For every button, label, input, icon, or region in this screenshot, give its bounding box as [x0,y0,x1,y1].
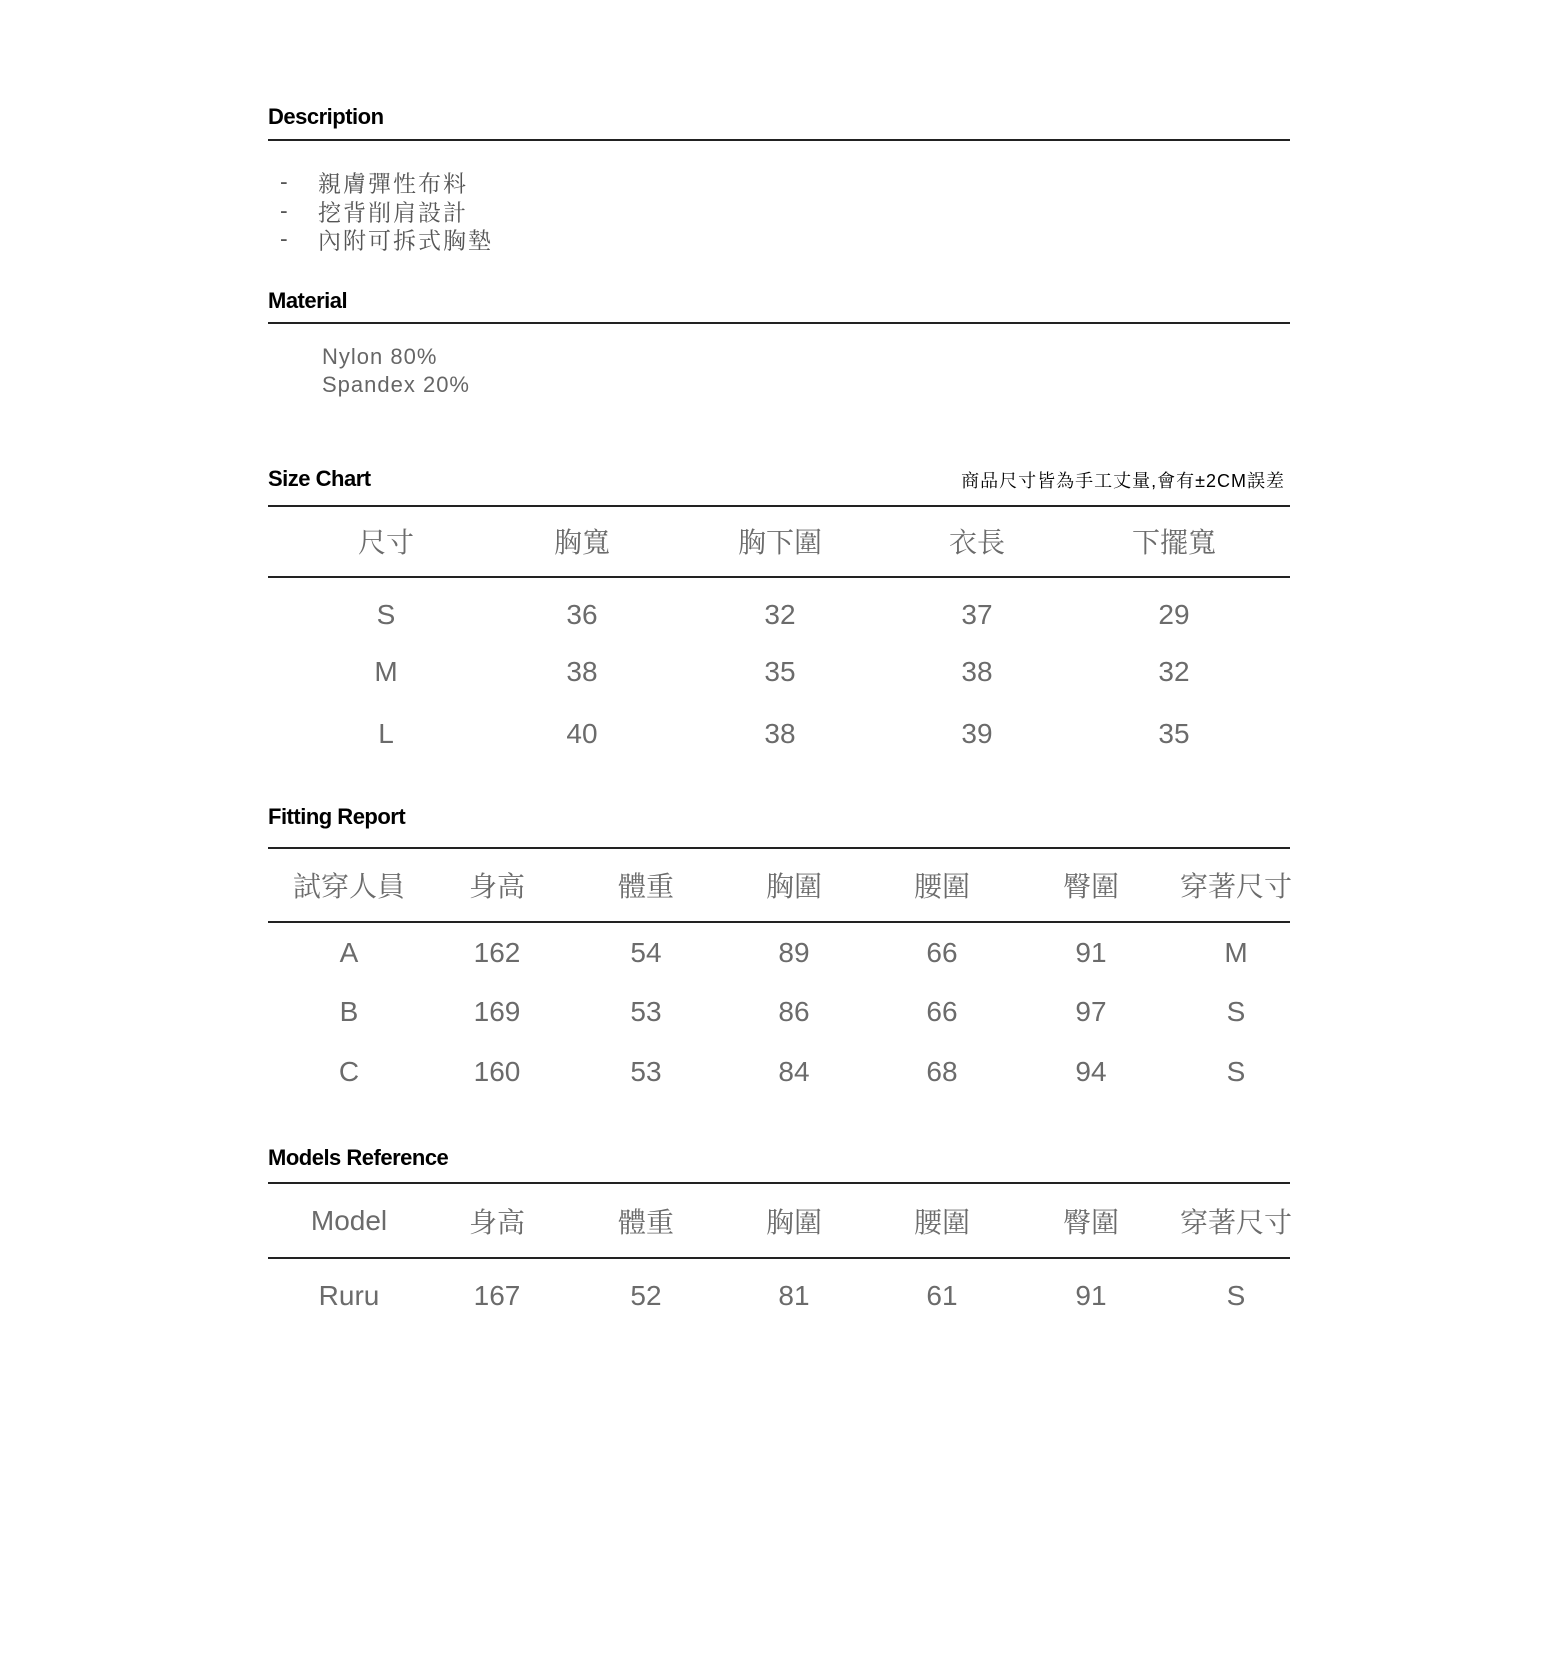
column-header: 下擺寬 [1131,527,1217,558]
fitting-report-header-divider [268,921,1290,923]
description-divider [268,139,1290,141]
description-heading: Description [268,104,384,129]
models-reference-header-divider [268,1257,1290,1259]
table-cell: M [1224,937,1248,968]
table-cell: M [374,656,398,687]
table-cell: 89 [778,937,810,968]
table-cell: S [1226,1056,1246,1087]
material-heading: Material [268,288,348,313]
table-cell: 68 [926,1056,958,1087]
column-header: 尺寸 [357,527,415,558]
table-cell: 35 [1158,718,1190,749]
size-chart-heading: Size Chart [268,466,371,491]
table-cell: 38 [566,656,598,687]
table-cell: 38 [764,718,796,749]
fitting-report-heading: Fitting Report [268,804,406,829]
column-header: 衣長 [948,527,1006,558]
models-reference-top-divider [268,1182,1290,1184]
table-cell: A [339,937,359,968]
table-cell: S [1226,996,1246,1027]
table-cell: 40 [566,718,598,749]
table-cell: L [378,718,394,749]
table-cell: 32 [1158,656,1190,687]
column-header: 身高 [468,1207,526,1238]
column-header: 身高 [468,871,526,902]
column-header: 臀圍 [1062,1207,1120,1238]
table-cell: 91 [1075,937,1107,968]
table-cell: 39 [961,718,993,749]
table-cell: Ruru [318,1280,380,1311]
column-header: 體重 [617,871,675,902]
table-cell: 167 [473,1280,521,1311]
column-header: 試穿人員 [292,871,406,902]
table-cell: 160 [473,1056,521,1087]
column-header: 臀圍 [1062,871,1120,902]
column-header: 穿著尺寸 [1179,871,1293,902]
table-cell: 169 [473,996,521,1027]
size-chart-top-divider [268,505,1290,507]
column-header: 體重 [617,1207,675,1238]
table-cell: 86 [778,996,810,1027]
material-item: Nylon 80% [322,344,438,369]
table-cell: 66 [926,996,958,1027]
column-header: 胸下圍 [737,527,823,558]
material-divider [268,322,1290,324]
table-cell: 35 [764,656,796,687]
table-cell: 52 [630,1280,662,1311]
table-cell: 37 [961,599,993,630]
column-header: 胸圍 [765,871,823,902]
table-cell: C [338,1056,360,1087]
table-cell: 38 [961,656,993,687]
description-item: 內附可拆式胸墊 [318,227,493,254]
table-cell: 53 [630,996,662,1027]
column-header: 穿著尺寸 [1179,1207,1293,1238]
column-header: 胸寬 [553,527,611,558]
column-header: 腰圍 [913,1207,971,1238]
table-cell: S [376,599,396,630]
table-cell: 162 [473,937,521,968]
material-item: Spandex 20% [322,372,470,397]
table-cell: 32 [764,599,796,630]
table-cell: 81 [778,1280,810,1311]
column-header: 胸圍 [765,1207,823,1238]
description-item: 親膚彈性布料 [318,170,468,197]
bullet-dash: - [280,168,290,195]
bullet-dash: - [280,197,290,224]
table-cell: 29 [1158,599,1190,630]
column-header: 腰圍 [913,871,971,902]
table-cell: 53 [630,1056,662,1087]
table-cell: S [1226,1280,1246,1311]
size-chart-header-divider [268,576,1290,578]
table-cell: 61 [926,1280,958,1311]
table-cell: B [339,996,359,1027]
table-cell: 66 [926,937,958,968]
fitting-report-top-divider [268,847,1290,849]
table-cell: 91 [1075,1280,1107,1311]
table-cell: 54 [630,937,662,968]
column-header: Model [310,1205,388,1236]
table-cell: 97 [1075,996,1107,1027]
models-reference-heading: Models Reference [268,1145,449,1170]
description-item: 挖背削肩設計 [318,199,468,226]
measurement-note: 商品尺寸皆為手工丈量,會有±2CM誤差 [961,471,1285,491]
table-cell: 36 [566,599,598,630]
table-cell: 94 [1075,1056,1107,1087]
bullet-dash: - [280,225,290,252]
table-cell: 84 [778,1056,810,1087]
